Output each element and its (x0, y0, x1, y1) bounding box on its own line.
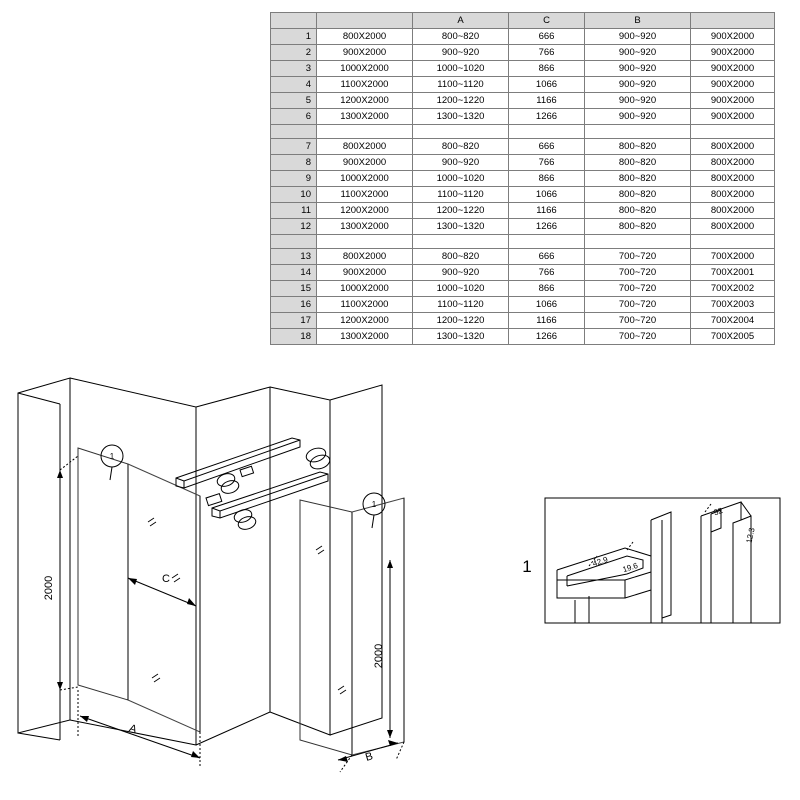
cell-a: 800~820 (413, 249, 509, 265)
cell-a: 1300~1320 (413, 219, 509, 235)
row-index: 12 (271, 219, 317, 235)
cell-size: 1100X2000 (317, 297, 413, 313)
label-dim-b: B (363, 750, 375, 764)
row-index: 15 (271, 281, 317, 297)
cell-size: 900X2000 (317, 45, 413, 61)
cell-last: 700X2004 (691, 313, 775, 329)
cell-b: 900~920 (585, 29, 691, 45)
cell-last: 800X2000 (691, 171, 775, 187)
cell-last: 800X2000 (691, 139, 775, 155)
cell-size: 1000X2000 (317, 171, 413, 187)
label-callout-right: 1 (371, 500, 377, 509)
cell-size: 1000X2000 (317, 61, 413, 77)
row-index: 14 (271, 265, 317, 281)
cell-c: 666 (509, 139, 585, 155)
cell-last: 800X2000 (691, 219, 775, 235)
cell-size: 1200X2000 (317, 313, 413, 329)
cell-size: 1200X2000 (317, 93, 413, 109)
cell-c: 766 (509, 155, 585, 171)
cell-a: 900~920 (413, 265, 509, 281)
cell-c: 1266 (509, 109, 585, 125)
cell-b: 800~820 (585, 219, 691, 235)
label-detail-callout: 1 (522, 557, 532, 576)
cell-a: 1200~1220 (413, 93, 509, 109)
cell-a: 1100~1120 (413, 297, 509, 313)
row-index: 13 (271, 249, 317, 265)
support-bar-upper (176, 438, 300, 488)
cell-size: 1200X2000 (317, 203, 413, 219)
dim-line-a (80, 716, 200, 758)
cell-c: 866 (509, 171, 585, 187)
label-dim-32: 32 (712, 505, 724, 518)
cell-size: 800X2000 (317, 29, 413, 45)
row-index: 3 (271, 61, 317, 77)
column-header-3: C (509, 13, 585, 29)
row-index: 7 (271, 139, 317, 155)
cell-a: 1000~1020 (413, 171, 509, 187)
cell-c: 1266 (509, 219, 585, 235)
label-dim-12-3: 12.3 (744, 526, 757, 545)
row-index: 11 (271, 203, 317, 219)
cell-b: 700~720 (585, 313, 691, 329)
bar-fitting-1 (216, 472, 237, 489)
cell-a: 900~920 (413, 155, 509, 171)
cell-b: 800~820 (585, 203, 691, 219)
cell-size: 1100X2000 (317, 187, 413, 203)
cell-last: 900X2000 (691, 29, 775, 45)
table-row (271, 93, 775, 109)
connector-block-1 (206, 494, 222, 506)
cell-a: 900~920 (413, 45, 509, 61)
cell-last: 800X2000 (691, 155, 775, 171)
cell-size: 1300X2000 (317, 109, 413, 125)
shower-enclosure-isometric-drawing (0, 360, 480, 800)
table-header-row (271, 13, 775, 29)
label-dim-c: C (162, 573, 170, 585)
cell-last: 800X2000 (691, 203, 775, 219)
cell-a: 1200~1220 (413, 313, 509, 329)
column-header-2: A (413, 13, 509, 29)
table-row (271, 281, 775, 297)
left-wall-outer (18, 378, 70, 733)
detail-view-callout-1 (505, 480, 785, 660)
isometric-svg (0, 360, 480, 800)
right-glass-panel-depth (352, 498, 404, 755)
table-row (271, 249, 775, 265)
table-row (271, 203, 775, 219)
column-header-5 (691, 13, 775, 29)
table-row (271, 187, 775, 203)
bar-fitting-4 (237, 515, 258, 532)
row-index: 8 (271, 155, 317, 171)
cell-c: 1166 (509, 313, 585, 329)
cell-size: 900X2000 (317, 155, 413, 171)
table-row (271, 313, 775, 329)
right-glass-panel (300, 500, 352, 755)
right-wall-outer (330, 385, 382, 735)
cell-c: 666 (509, 29, 585, 45)
back-wall (196, 387, 270, 745)
cell-b: 900~920 (585, 45, 691, 61)
cell-last: 700X2005 (691, 329, 775, 345)
cell-size: 1300X2000 (317, 329, 413, 345)
cell-b: 900~920 (585, 77, 691, 93)
table-row (271, 155, 775, 171)
cell-b: 700~720 (585, 329, 691, 345)
cell-a: 1100~1120 (413, 77, 509, 93)
table-row (271, 139, 775, 155)
cell-c: 1066 (509, 297, 585, 313)
row-index: 2 (271, 45, 317, 61)
cell-b: 800~820 (585, 139, 691, 155)
left-glass-panel (78, 448, 128, 700)
cell-a: 1000~1020 (413, 281, 509, 297)
cell-size: 800X2000 (317, 249, 413, 265)
cell-b: 800~820 (585, 171, 691, 187)
table-row (271, 297, 775, 313)
cell-b: 900~920 (585, 61, 691, 77)
row-index: 16 (271, 297, 317, 313)
cell-size: 800X2000 (317, 139, 413, 155)
detail-glass-top (651, 512, 671, 618)
table-group-separator (271, 125, 775, 139)
bar-fitting-3 (233, 508, 254, 525)
cell-c: 866 (509, 61, 585, 77)
cell-c: 866 (509, 281, 585, 297)
detail-svg (505, 480, 785, 660)
spec-table (270, 12, 775, 345)
cell-last: 700X2002 (691, 281, 775, 297)
row-index: 5 (271, 93, 317, 109)
label-dim-a: A (127, 722, 139, 736)
cell-a: 1300~1320 (413, 109, 509, 125)
label-height-left: 2000 (43, 575, 55, 601)
table-row (271, 45, 775, 61)
row-index: 4 (271, 77, 317, 93)
label-height-right: 2000 (373, 643, 385, 669)
cell-size: 1000X2000 (317, 281, 413, 297)
table-row (271, 29, 775, 45)
cell-last: 900X2000 (691, 109, 775, 125)
cell-c: 766 (509, 45, 585, 61)
cell-c: 1166 (509, 203, 585, 219)
cell-c: 1166 (509, 93, 585, 109)
row-index: 9 (271, 171, 317, 187)
label-dim-42-9: 42.9 (591, 554, 610, 569)
bar-fitting-2 (220, 479, 241, 496)
table-row (271, 219, 775, 235)
cell-size: 1100X2000 (317, 77, 413, 93)
cell-b: 800~820 (585, 187, 691, 203)
cell-last: 900X2000 (691, 45, 775, 61)
cell-b: 700~720 (585, 265, 691, 281)
cell-a: 1100~1120 (413, 187, 509, 203)
cell-a: 800~820 (413, 29, 509, 45)
table-group-separator (271, 235, 775, 249)
cell-a: 800~820 (413, 139, 509, 155)
specification-table (270, 12, 774, 345)
cell-a: 1300~1320 (413, 329, 509, 345)
table-row (271, 265, 775, 281)
table-row (271, 61, 775, 77)
table-row (271, 77, 775, 93)
label-callout-left: 1 (109, 452, 115, 461)
cell-b: 800~820 (585, 155, 691, 171)
label-dim-19-6: 19.6 (621, 560, 640, 575)
row-index: 17 (271, 313, 317, 329)
table-row (271, 329, 775, 345)
cell-size: 900X2000 (317, 265, 413, 281)
table-row (271, 171, 775, 187)
cell-a: 1000~1020 (413, 61, 509, 77)
column-header-1 (317, 13, 413, 29)
cell-a: 1200~1220 (413, 203, 509, 219)
cell-last: 700X2003 (691, 297, 775, 313)
cell-c: 1066 (509, 187, 585, 203)
cell-c: 1066 (509, 77, 585, 93)
cell-b: 900~920 (585, 93, 691, 109)
cell-b: 700~720 (585, 297, 691, 313)
table-row (271, 109, 775, 125)
cell-size: 1300X2000 (317, 219, 413, 235)
cell-b: 700~720 (585, 281, 691, 297)
left-glass-panel-depth (128, 464, 200, 732)
cell-c: 766 (509, 265, 585, 281)
cell-last: 900X2000 (691, 93, 775, 109)
cell-b: 900~920 (585, 109, 691, 125)
row-index: 1 (271, 29, 317, 45)
cell-last: 800X2000 (691, 187, 775, 203)
cell-last: 900X2000 (691, 61, 775, 77)
cell-last: 700X2001 (691, 265, 775, 281)
cell-last: 700X2000 (691, 249, 775, 265)
cell-c: 1266 (509, 329, 585, 345)
cell-last: 900X2000 (691, 77, 775, 93)
row-index: 18 (271, 329, 317, 345)
left-wall-inner (70, 378, 196, 745)
column-header-0 (271, 13, 317, 29)
row-index: 6 (271, 109, 317, 125)
column-header-4: B (585, 13, 691, 29)
cell-b: 700~720 (585, 249, 691, 265)
cell-c: 666 (509, 249, 585, 265)
row-index: 10 (271, 187, 317, 203)
